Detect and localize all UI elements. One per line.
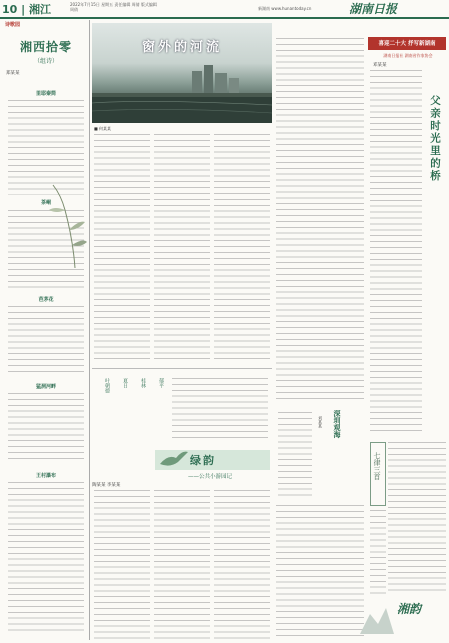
article-column [214,134,270,364]
right-article-title: 父亲时光里的桥 [429,95,441,183]
header-meta: 2022年7月15日 星期五 责任编辑 周倩 版式编辑 周倩 [70,2,157,12]
poem-author: 郑某某 [6,71,20,76]
poem-heading: 猛洞河畔 [35,384,56,390]
header-site: 新湖南 www.hunantoday.cn [258,6,312,11]
qijue-label: 七律三首 [373,452,381,480]
poem-text-block [172,378,268,438]
vertical-title: 桂林 [140,378,146,388]
divider [92,368,272,369]
article-column [276,38,364,400]
masthead: 湖南日报 [348,2,397,16]
feature-title: 窗外的河流 [141,40,222,55]
poem-heading: 王村瀑布 [35,473,56,479]
article-column [388,442,446,592]
article-column [154,490,210,640]
article-byline: 陶某某 李某某 [92,483,121,488]
poem-title: 湘西拾零 [19,40,72,54]
page-number: 10 | 湘江 [2,3,51,16]
poem-heading: 芭茅花 [38,297,54,303]
article-column [94,490,150,640]
page-number-value: 10 [2,3,18,16]
poem-heading: 里耶秦简 [35,91,56,97]
campaign-banner-text: 喜迎二十大 抒写新湖南 [378,41,436,47]
article-column [214,490,270,640]
poem-panel-title: 深圳观海 [333,410,341,438]
vertical-titles-area [94,374,272,444]
poem-subtitle: （组诗） [33,58,58,65]
poem-text-block [8,482,84,632]
plant-illustration [45,180,89,270]
article-column [94,134,150,364]
corner-logo: 湘韵 [397,602,422,616]
article-title: 绿韵 [190,454,216,467]
poem-text-block [278,412,312,496]
vertical-title: 郁平 [158,378,164,388]
vertical-title: 夏日 [122,378,128,388]
article-subtitle: ——公共小游园记 [187,474,232,480]
article-column [276,505,364,640]
section-name: 湘江 [29,3,51,16]
vertical-title: 叶朝德 [104,378,110,393]
feature-byline: ■ 何某某 [94,126,112,131]
landscape-illustration [360,596,394,636]
section-tag: 诗歌园 [5,22,21,28]
poem-text-block [8,393,84,463]
poem-heading: 茶峒 [40,200,51,206]
poem-text-block [8,306,84,376]
campaign-sub: 湖南日报社 湖南省作家协会 [383,53,433,58]
poem-panel-author: 刘某某 [318,416,323,428]
right-article-author: 邓某某 [373,63,387,68]
bird-icon [158,446,190,470]
article-column [370,70,422,436]
article-column [370,510,386,594]
article-column [154,134,210,364]
